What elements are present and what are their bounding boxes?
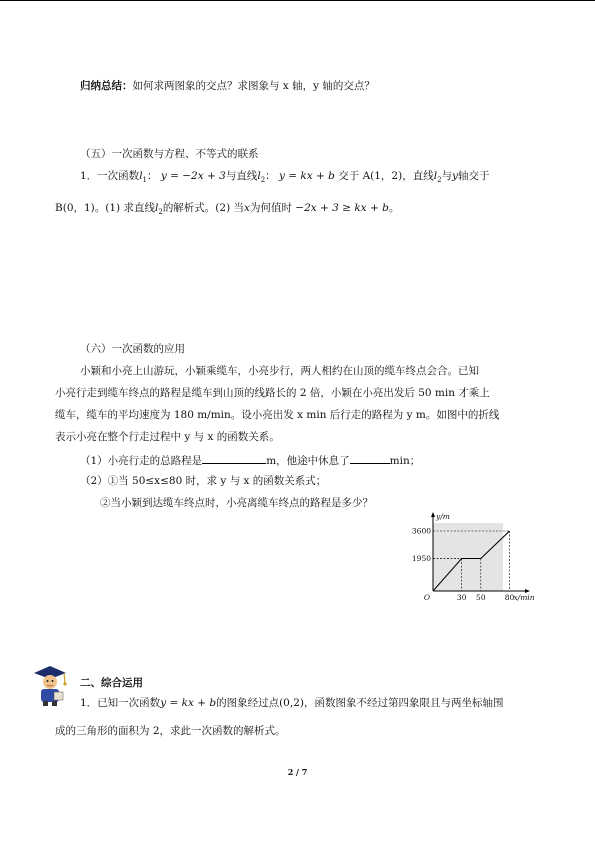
y-tick-label-3600: 3600 [411,526,431,536]
section6-question1: （1）小亮行走的总路程是 m，他途中休息了 min； [80,452,420,468]
x-tick-label-80: 80 [504,593,515,602]
page-number: 2 / 7 [287,767,308,777]
origin-label: O [423,593,430,602]
section5-heading: （五）一次函数与方程、不等式的联系 [80,148,259,160]
section5-problem-line1: 1．一次函数$l_1$： y = −2x + 3与直线$l_2$： y = kx + b 交于 A(1，2)，直线$l_2$与y轴交于 [80,170,490,185]
equation-l2: y = kx + b [279,170,335,182]
inequality: −2x + 3 ≥ kx + b [295,202,389,214]
section6-paragraph-line1: 小颖和小亮上山游玩，小颖乘缆车，小亮步行，两人相约在山顶的缆车终点会合。已知 [80,365,479,377]
section6-paragraph-line4: 表示小亮在整个行走过程中 y 与 x 的函数关系。 [55,431,280,443]
y-tick-label-1950: 1950 [411,554,431,563]
summary-label: 归纳总结： [80,80,133,92]
section6-heading: （六）一次函数的应用 [80,343,185,355]
section6-question2: （2）①当 50≤x≤80 时，求 y 与 x 的函数关系式； [80,475,327,487]
answer-blank-total[interactable] [202,452,266,464]
equation-l1: y = −2x + 3 [160,170,226,182]
x-tick-label-50: 50 [476,593,486,602]
summary-line [80,79,375,93]
summary-text: 如何求两图象的交点？求图象与 x 轴，y 轴的交点？ [132,80,375,92]
y-axis-arrow [431,512,435,517]
comprehensive-problem-line2: 成的三角形的面积为 2，求此一次函数的解析式。 [55,725,286,737]
answer-blank-rest[interactable] [350,452,390,464]
point-0-2: (0,2) [279,697,304,709]
section-comprehensive-heading: 二、综合运用 [80,677,143,689]
equation-general: y = kx + b [160,697,217,709]
x-axis-label: x/min [513,593,535,602]
distance-time-chart [400,512,535,607]
top-rule [0,0,595,1]
x-tick-label-30: 30 [456,593,467,602]
section6-paragraph-line3: 缆车，缆车的平均速度为 180 m/min。设小亮出发 x min 后行走的路程为 y m。如图中的折线 [55,409,500,421]
chart-plot-background [433,523,503,591]
y-axis-label: y/m [436,512,450,521]
section6-paragraph-line2: 小亮行走到缆车终点的路程是缆车到山顶的线路长的 2 倍，小颖在小亮出发后 50 min 才乘上 [55,387,490,399]
comprehensive-problem-line1: 1．已知一次函数y = kx + b的图象经过点(0,2)，函数图象不经过第四象限且与两坐标轴围 [80,697,504,709]
student-mascot-icon [30,663,70,707]
section5-problem-line2: B(0，1)。(1) 求直线$l_2$的解析式。(2) 当x为何值时 −2x + 3 ≥ kx + b。 [55,202,400,217]
section6-question3: ②当小颖到达缆车终点时，小亮离缆车终点的路程是多少？ [100,497,373,509]
